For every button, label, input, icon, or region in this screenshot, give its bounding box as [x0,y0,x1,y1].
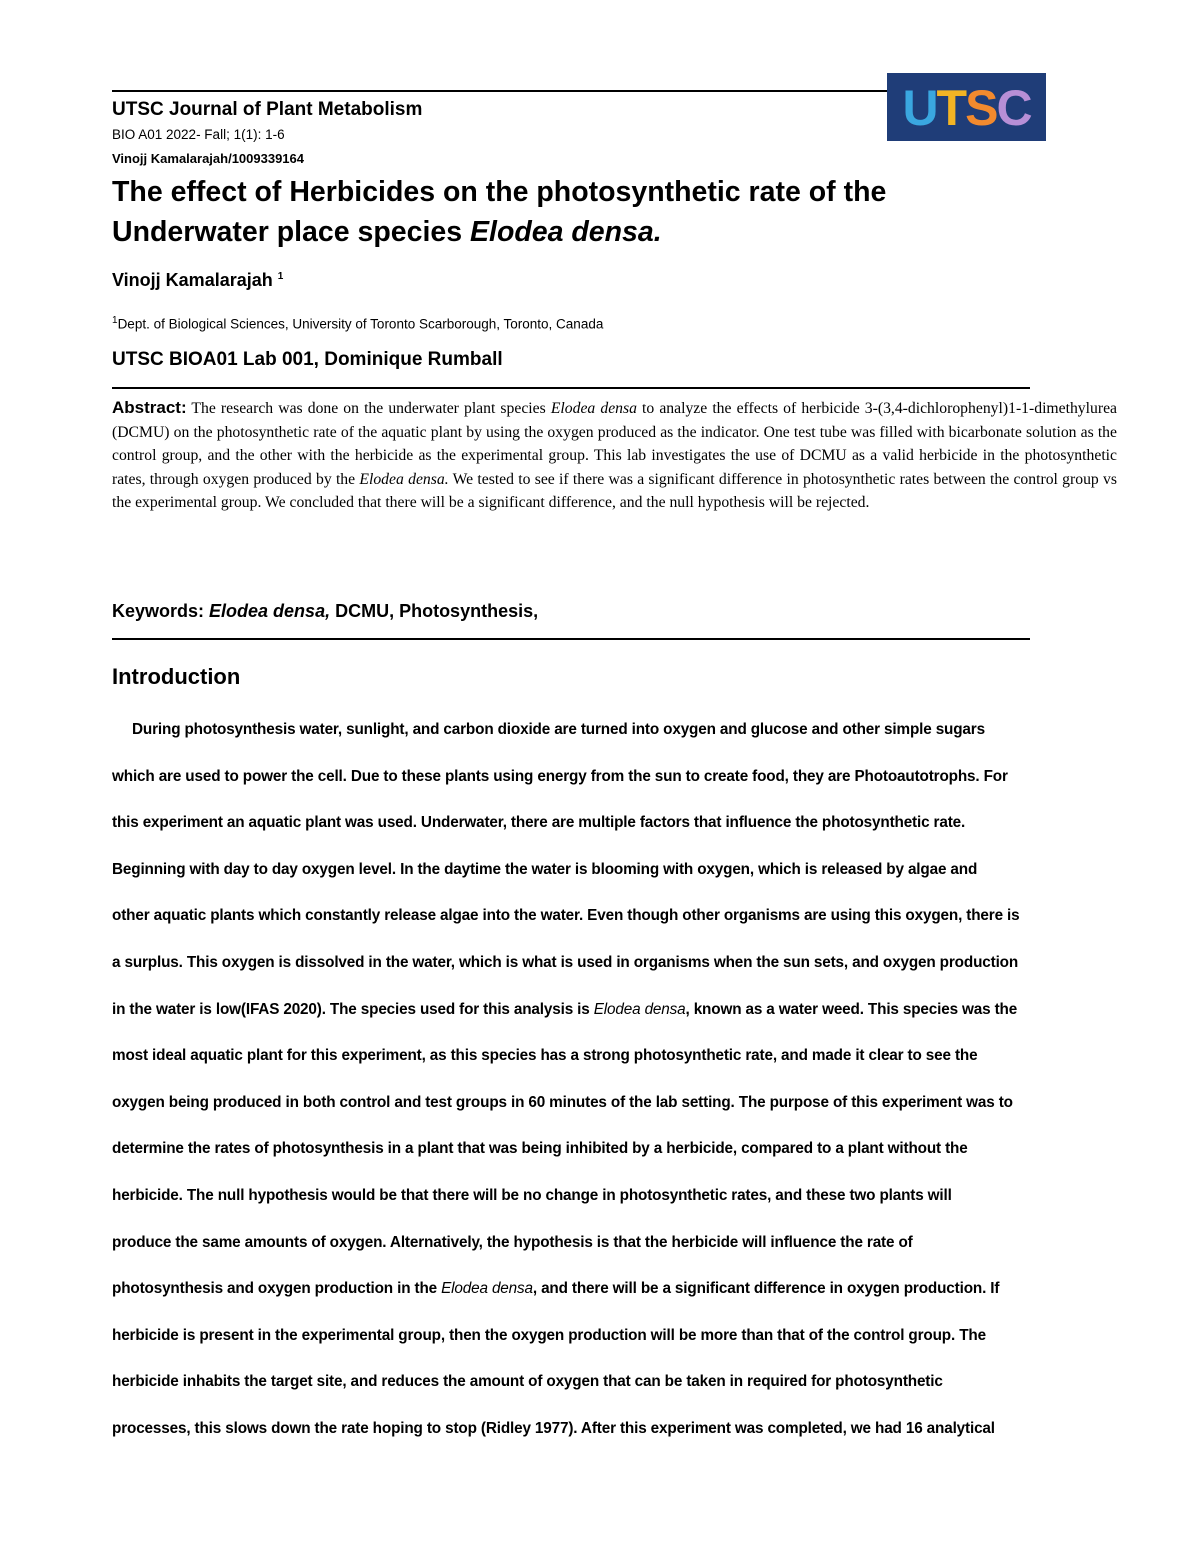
intro-line: this experiment an aquatic plant was used. Underwater, there are multiple factors that influence the photosynthetic rate. [112,814,966,832]
intro-line: which are used to power the cell. Due to these plants using energy from the sun to create food, they are Photoautotrophs. For [112,767,1008,785]
abstract [112,396,1117,515]
title-species: Elodea densa. [470,216,662,248]
intro-line-text: photosynthesis and oxygen production in the [112,1280,442,1298]
keywords-rule [112,638,1030,640]
author-name-text: Vinojj Kamalarajah [112,270,278,290]
abstract-text-2: to analyze the effects of herbicide 3-(3,4-dichlorophenyl)1-1-dimethylurea (DCMU) on the photosynthetic rate of the aquatic plant by using the oxygen produced as the indicator. One test tube was filled with bicarbonate solution as the control group, and the other with the herbicide as the experimental group. This lab investigates the use of DCMU as a valid herbicide in the photosynthetic rates, through oxygen produced by the [112,400,1117,488]
issue-info: BIO A01 2022- Fall; 1(1): 1-6 [112,127,285,142]
intro-species: Elodea densa [593,1000,686,1018]
intro-line: oxygen being produced in both control and test groups in 60 minutes of the lab setting. The purpose of this experiment was to [112,1093,1013,1111]
introduction-body [112,707,1122,1453]
intro-line-text: , and there will be a significant difference in oxygen production. If [532,1280,1000,1298]
keywords [112,601,538,622]
intro-line: produce the same amounts of oxygen. Alternatively, the hypothesis is that the herbicide will influence the rate of [112,1233,913,1251]
intro-line [112,987,1122,1034]
intro-line: During photosynthesis water, sunlight, and carbon dioxide are turned into oxygen and glucose and other simple sugars [132,721,985,738]
abstract-text-3: We tested to see if there was a significant difference in photosynthetic rates between the control group vs the experimental group. We concluded that there will be a significant difference, and the null hypothesis will be rejected. [112,470,1117,511]
utsc-logo [887,73,1046,141]
intro-line: Beginning with day to day oxygen level. In the daytime the water is blooming with oxygen, which is released by algae and [112,860,978,878]
title-line-1: The effect of Herbicides on the photosynthetic rate of the [112,176,887,208]
intro-line: herbicide is present in the experimental group, then the oxygen production will be more than that of the control group. The [112,1326,986,1344]
intro-line-text: , known as a water weed. This species was the [685,1000,1018,1018]
journal-name: UTSC Journal of Plant Metabolism [112,99,423,120]
abstract-species-2: Elodea densa. [359,470,449,488]
svg-text:UTSC: UTSC [902,80,1031,136]
intro-line: processes, this slows down the rate hoping to stop (Ridley 1977). After this experiment was completed, we had 16 analytical [112,1419,995,1437]
author-id: Vinojj Kamalarajah/1009339164 [112,151,304,166]
intro-line: a surplus. This oxygen is dissolved in the water, which is what is used in organisms when the sun sets, and oxygen production [112,953,1019,971]
intro-species: Elodea densa [441,1280,533,1298]
intro-line: herbicide. The null hypothesis would be that there will be no change in photosynthetic rates, and these two plants will [112,1186,952,1204]
affiliation-sup: 1 [112,315,118,326]
keywords-species: Elodea densa, [209,601,331,621]
abstract-top-rule [112,387,1030,389]
abstract-label: Abstract: [112,398,187,417]
intro-line: herbicide inhabits the target site, and reduces the amount of oxygen that can be taken in required for photosynthetic [112,1373,943,1391]
title-line-2: Underwater place species [112,216,471,248]
author-sup: 1 [277,271,284,282]
abstract-text-1: The research was done on the underwater plant species [186,400,551,417]
abstract-species-1: Elodea densa [550,400,637,417]
affiliation [112,315,603,332]
course-info: UTSC BIOA01 Lab 001, Dominique Rumball [112,349,503,370]
keywords-label: Keywords: [112,601,210,621]
keywords-rest: DCMU, Photosynthesis, [330,601,539,621]
introduction-heading: Introduction [112,664,241,689]
intro-line: determine the rates of photosynthesis in a plant that was being inhibited by a herbicide, compared to a plant without the [112,1140,968,1158]
affiliation-text: Dept. of Biological Sciences, University of Toronto Scarborough, Toronto, Canada [117,316,604,332]
paper-title [112,172,1012,252]
intro-line-text: in the water is low(IFAS 2020). The species used for this analysis is [112,1000,594,1018]
intro-line: most ideal aquatic plant for this experiment, as this species has a strong photosynthetic rate, and made it clear to see the [112,1047,978,1065]
intro-line [112,1266,1122,1313]
intro-line: other aquatic plants which constantly release algae into the water. Even though other organisms are using this oxygen, there is [112,907,1020,925]
author-name [112,270,283,291]
